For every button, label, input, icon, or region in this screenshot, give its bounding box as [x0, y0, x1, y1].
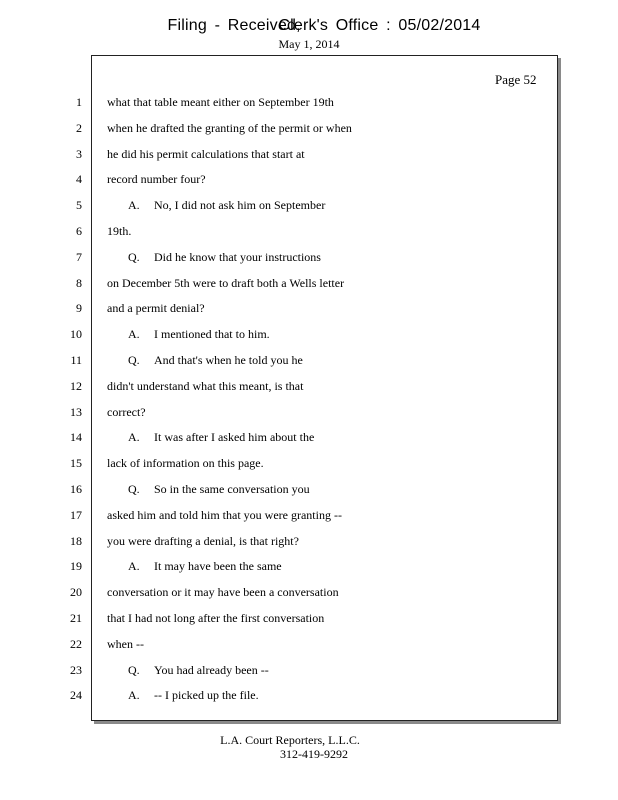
line-number: 3 — [76, 146, 82, 161]
line-text — [128, 559, 282, 574]
line-number: 23 — [70, 662, 82, 677]
filing-stamp — [0, 17, 618, 35]
line-content: and a permit denial? — [107, 301, 205, 316]
line-content: 19th. — [107, 224, 132, 238]
line-content: And that's when he told you he — [154, 353, 303, 367]
line-text — [107, 224, 131, 239]
speaker-tag: A. — [128, 327, 140, 342]
line-number: 10 — [70, 327, 82, 342]
line-text — [128, 353, 303, 368]
line-content: didn't understand what this meant, is that — [107, 378, 304, 393]
filing-stamp-right: Clerk's Office : 05/02/2014 — [278, 17, 481, 34]
line-text — [128, 430, 314, 445]
line-text — [107, 379, 303, 394]
line-number: 2 — [76, 120, 82, 135]
line-text — [128, 663, 269, 678]
line-text — [107, 301, 205, 316]
line-number: 19 — [70, 559, 82, 574]
line-content: he did his permit calculations that start at — [107, 146, 305, 161]
line-content: I mentioned that to him. — [154, 327, 270, 342]
page-number: Page 52 — [495, 72, 537, 87]
footer-company: L.A. Court Reporters, L.L.C. — [220, 733, 360, 747]
line-text — [107, 172, 206, 187]
line-text — [107, 147, 305, 162]
line-number: 13 — [70, 404, 82, 419]
line-content: when -- — [107, 636, 144, 651]
line-number: 18 — [70, 533, 82, 548]
line-content: that I had not long after the first conversation — [107, 611, 325, 625]
speaker-tag: Q. — [128, 662, 140, 677]
line-text — [107, 534, 299, 549]
line-number: 7 — [76, 249, 82, 264]
transcript-date: May 1, 2014 — [278, 37, 340, 51]
line-number: 8 — [76, 275, 82, 290]
line-text — [128, 198, 325, 213]
line-number: 16 — [70, 482, 82, 496]
line-number: 6 — [76, 224, 82, 238]
speaker-tag: Q. — [128, 249, 140, 264]
filing-stamp-left: Filing - Received, — [167, 17, 301, 34]
line-text — [107, 611, 324, 626]
line-text — [107, 95, 334, 110]
line-content: you were drafting a denial, is that right? — [107, 533, 299, 548]
line-number: 15 — [70, 456, 82, 471]
line-content: You had already been -- — [154, 662, 269, 677]
speaker-tag: A. — [128, 198, 140, 213]
line-content: It was after I asked him about the — [154, 430, 315, 445]
line-content: -- I picked up the file. — [154, 688, 259, 703]
line-number: 14 — [70, 430, 82, 445]
line-content: lack of information on this page. — [107, 456, 264, 471]
speaker-tag: A. — [128, 559, 140, 574]
line-text — [107, 405, 146, 420]
speaker-tag: Q. — [128, 482, 140, 496]
line-content: It may have been the same — [154, 559, 282, 574]
line-content: Did he know that your instructions — [154, 249, 321, 264]
line-number: 11 — [70, 353, 82, 367]
line-text — [128, 327, 270, 342]
line-number: 4 — [76, 172, 82, 187]
line-text — [107, 276, 344, 291]
line-content: correct? — [107, 404, 146, 419]
line-content: on December 5th were to draft both a Wells letter — [107, 275, 345, 290]
line-text — [107, 637, 144, 652]
line-number: 5 — [76, 198, 82, 213]
line-number: 22 — [70, 636, 82, 651]
speaker-tag: Q. — [128, 353, 140, 367]
line-number: 21 — [70, 611, 82, 625]
line-number: 24 — [70, 688, 82, 703]
line-text — [128, 482, 310, 497]
line-text — [128, 250, 321, 265]
line-number: 1 — [76, 95, 82, 109]
line-text — [107, 585, 339, 600]
line-number: 9 — [76, 301, 82, 316]
line-number: 20 — [70, 585, 82, 600]
line-number: 17 — [70, 507, 82, 522]
line-text — [107, 508, 342, 523]
footer-phone: 312-419-9292 — [280, 747, 348, 761]
line-content: what that table meant either on September 19th — [107, 95, 334, 109]
line-content: conversation or it may have been a conversation — [107, 585, 339, 600]
line-text — [107, 456, 264, 471]
line-text — [128, 688, 259, 703]
line-content: So in the same conversation you — [154, 482, 310, 496]
speaker-tag: A. — [128, 688, 140, 703]
line-content: No, I did not ask him on September — [154, 198, 326, 213]
line-text — [107, 121, 352, 136]
line-number: 12 — [70, 378, 82, 393]
line-content: when he drafted the granting of the permit or when — [107, 120, 352, 135]
line-content: asked him and told him that you were granting -- — [107, 507, 342, 522]
line-content: record number four? — [107, 172, 206, 187]
speaker-tag: A. — [128, 430, 140, 445]
